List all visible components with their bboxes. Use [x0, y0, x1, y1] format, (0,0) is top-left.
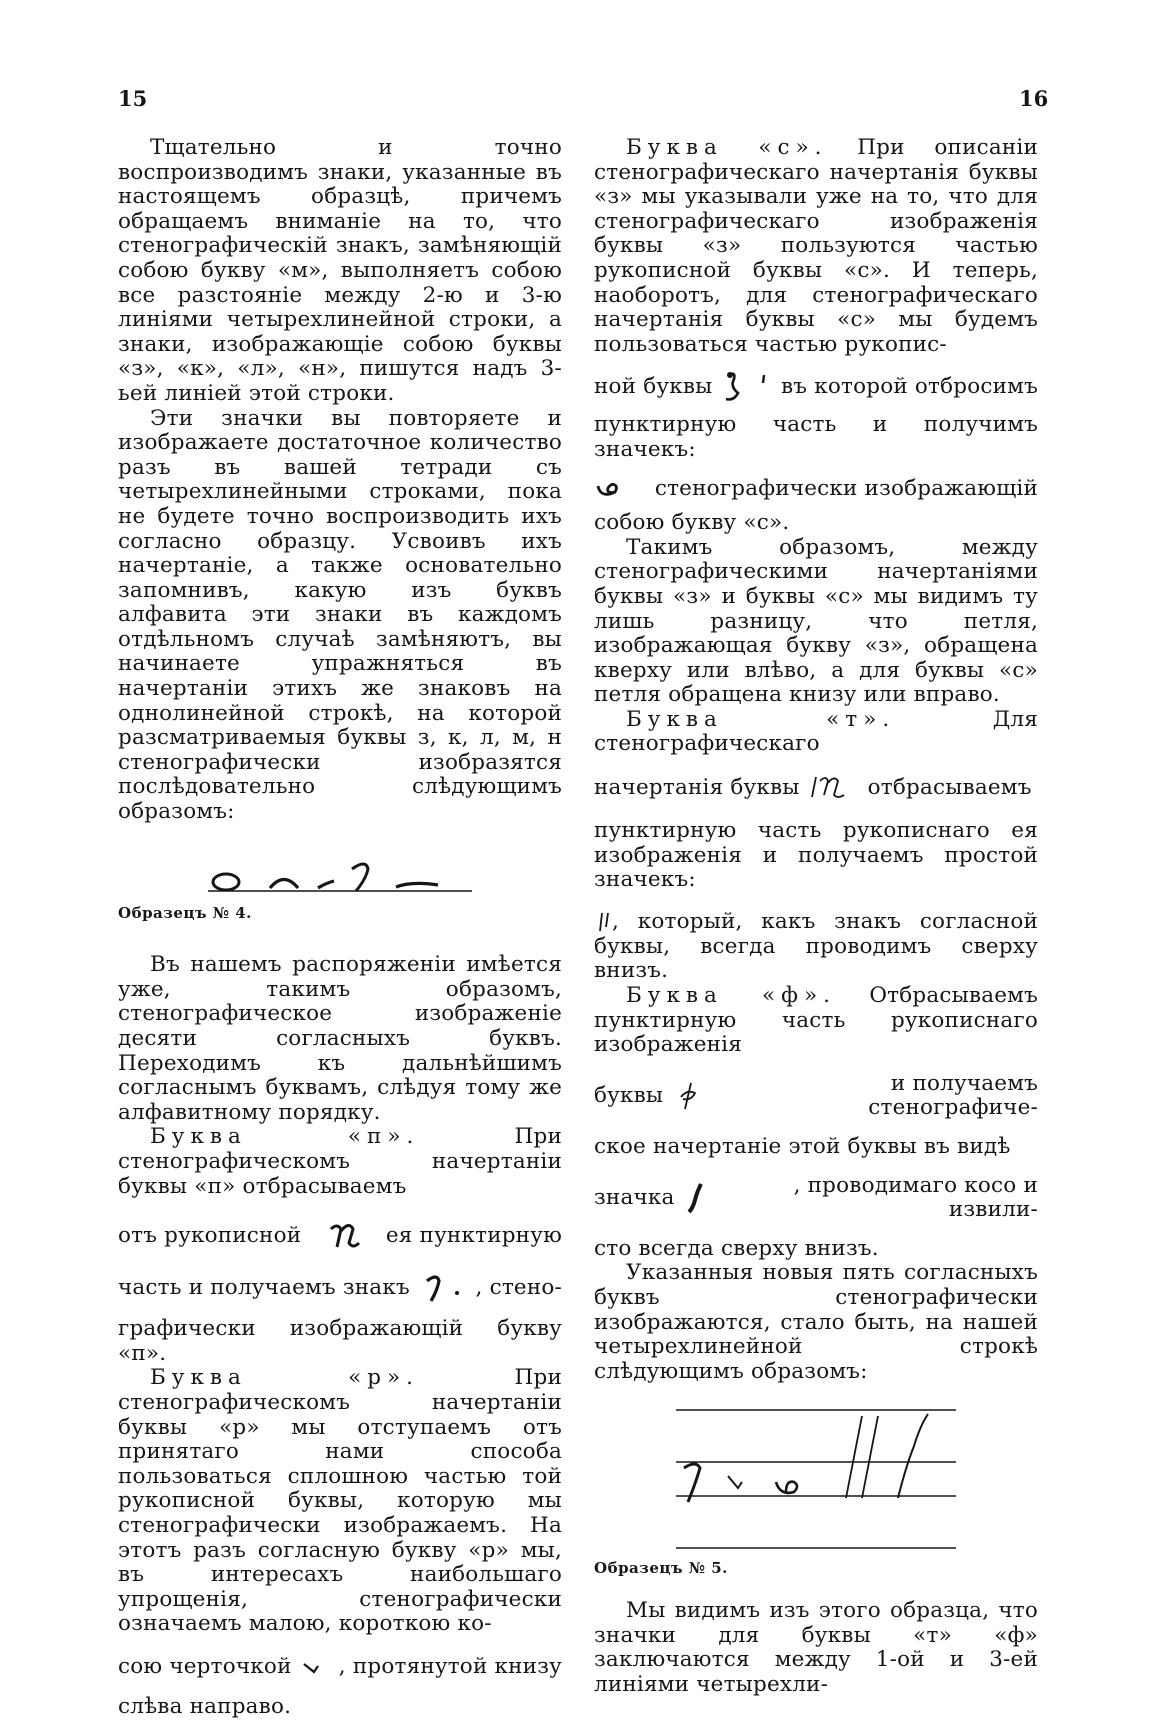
text-line [594, 369, 1038, 405]
text: стенографически изображающій [654, 475, 1038, 501]
text-line: собою букву «с». [594, 510, 790, 536]
paragraph [594, 984, 1038, 1058]
paragraph [594, 708, 1038, 757]
text-line [594, 1174, 1038, 1223]
section-heading: Буква «р». [150, 1365, 420, 1391]
shorthand-signs-z-k-l-m-n-icon [200, 857, 480, 901]
page-number-right: 16 [1019, 86, 1049, 111]
text-line: сто всегда сверху внизъ. [594, 1235, 879, 1261]
text: При стенографическомъ начертаніи буквы «р» мы отступаемъ отъ принятаго нами способа пользоваться сплошною частью той рукописной буквы, которую мы стенографически изображаемъ. На этотъ разъ согласную букву «р» мы, въ интересахъ наибольшаго упрощенія, стенографически означаемъ малою, короткою ко- [118, 1365, 562, 1637]
text: сою черточкой [118, 1653, 292, 1679]
shorthand-r-stroke-icon [300, 1656, 330, 1678]
text: часть и получаемъ знакъ [118, 1274, 410, 1300]
text-line: буквы, всегда проводимъ сверху внизъ. [594, 933, 1038, 984]
text-line: графически изображающій букву «п». [118, 1316, 562, 1366]
handwritten-t-icon [806, 773, 846, 803]
paragraph: Мы видимъ изъ этого образца, что значки для буквы «т» «ф» заключаются между 1-ой и 3-ей линіями четырехли- [594, 1597, 1038, 1697]
text-line: слѣва направо. [118, 1694, 292, 1720]
text: буквы [594, 1083, 664, 1109]
page-number-left: 15 [118, 86, 148, 111]
handwritten-s-icon [720, 369, 774, 405]
section-heading: Буква «п». [150, 1124, 420, 1150]
text: въ которой отбросимъ [781, 374, 1038, 400]
text-line [594, 909, 1038, 935]
handwritten-p-icon [327, 1221, 361, 1251]
text: ной буквы [594, 374, 713, 400]
paragraph [118, 1366, 562, 1637]
text: , проводимаго косо и извили- [793, 1172, 1038, 1223]
shorthand-f-icon [685, 1182, 707, 1214]
paragraph [594, 136, 1038, 357]
paragraph: Въ нашемъ распоряженіи имѣется уже, такимъ образомъ, стенографическое изображеніе десяти согласныхъ буквъ. Переходимъ къ дальнѣйшимъ согласнымъ буквамъ, слѣдуя тому же алфавитному порядку. [118, 952, 562, 1125]
shorthand-p-icon [423, 1273, 463, 1303]
text-line [594, 477, 1038, 502]
paragraph: Такимъ образомъ, между стенографическими начертаніями буквы «з» и буквы «с» мы видимъ ту лишь разницу, что петля, изображающая букву «з», обращена кверху или влѣво, а для буквы «с» петля обращена книзу или вправо. [594, 534, 1038, 708]
section-heading: Буква «ф». [626, 983, 836, 1009]
text: , стено- [475, 1274, 562, 1300]
text: , протянутой книзу [338, 1653, 562, 1679]
right-column [594, 136, 1038, 1697]
paragraph: Эти значки вы повторяете и изображаете достаточное количество разъ въ вашей тетради съ четырехлинейными строками, пока не будете точно воспроизводить ихъ согласно образцу. Усвоивъ ихъ начертаніе, а также основательно запомнивъ, какую изъ буквъ алфавита эти знаки въ каждомъ отдѣльномъ случаѣ замѣняютъ, вы начинаете упражняться въ начертаніи этихъ же знаковъ на однолинейной строкѣ, на которой разсматриваемыя буквы з, к, л, м, н стенографически изобразятся послѣдовательно слѣдующимъ образомъ: [118, 405, 562, 825]
text-line [594, 773, 1038, 803]
text: При описаніи стенографическаго начертанія буквы «з» мы указывали уже на то, что для стенографическаго изображенія буквы «з» пользуются частью рукописной буквы «с». И теперь, наоборотъ, для стенографическаго начертанія буквы «с» мы будемъ пользоваться частью рукопис- [594, 135, 1038, 357]
text: отбрасываемъ [867, 774, 1032, 800]
text: При стенографическомъ начертаніи буквы «п» отбрасываемъ [118, 1124, 562, 1199]
figure-caption: Образецъ № 5. [594, 1559, 728, 1578]
text-line [118, 1655, 562, 1680]
text-line [118, 1221, 562, 1251]
handwritten-f-icon [677, 1081, 701, 1111]
paragraph: Тщательно и точно воспроизводимъ знаки, указанные въ настоящемъ образцѣ, причемъ обращаемъ вниманіе на то, что стенографическій знакъ, замѣняющій собою букву «м», выполняетъ собою все разстояніе между 2-ю и 3-ю линіями четырехлинейной строки, а знаки, изображающіе собою буквы «з», «к», «л», «н», пишутся надъ 3-ьей линіей этой строки. [118, 135, 562, 406]
paragraph: пунктирную часть рукописнаго ея изображенія и получаемъ простой значекъ: [594, 818, 1038, 893]
text: Отбрасываемъ пунктирную часть рукописнаго изображенія [594, 983, 1038, 1058]
shorthand-signs-p-r-s-t-f-icon [666, 1406, 966, 1556]
text: Для стенографическаго [594, 706, 1038, 757]
text: отъ рукописной [118, 1222, 302, 1248]
paragraph: Указанныя новыя пять согласныхъ буквъ стенографически изображаются, стало быть, на нашей четырехлинейной строкѣ слѣдующимъ образомъ: [594, 1260, 1038, 1384]
shorthand-s-icon [594, 478, 628, 500]
paragraph [118, 1125, 562, 1199]
text-line: пунктирную часть и получимъ значекъ: [594, 412, 1038, 462]
figure-caption: Образецъ № 4. [118, 903, 252, 922]
text-line [594, 1072, 1038, 1121]
shorthand-t-icon [594, 909, 612, 935]
section-heading: Буква «с». [626, 135, 828, 160]
text: , который, какъ знакъ согласной [612, 908, 1038, 934]
text: ея пунктирную [385, 1222, 562, 1248]
text: и получаемъ стенографиче- [868, 1070, 1038, 1121]
text: начертанія буквы [594, 774, 800, 800]
text-line [118, 1273, 562, 1303]
text: значка [594, 1184, 675, 1210]
section-heading: Буква «т». [626, 706, 896, 732]
text-line: ское начертаніе этой буквы въ видѣ [594, 1134, 1011, 1159]
left-column [118, 136, 562, 1720]
